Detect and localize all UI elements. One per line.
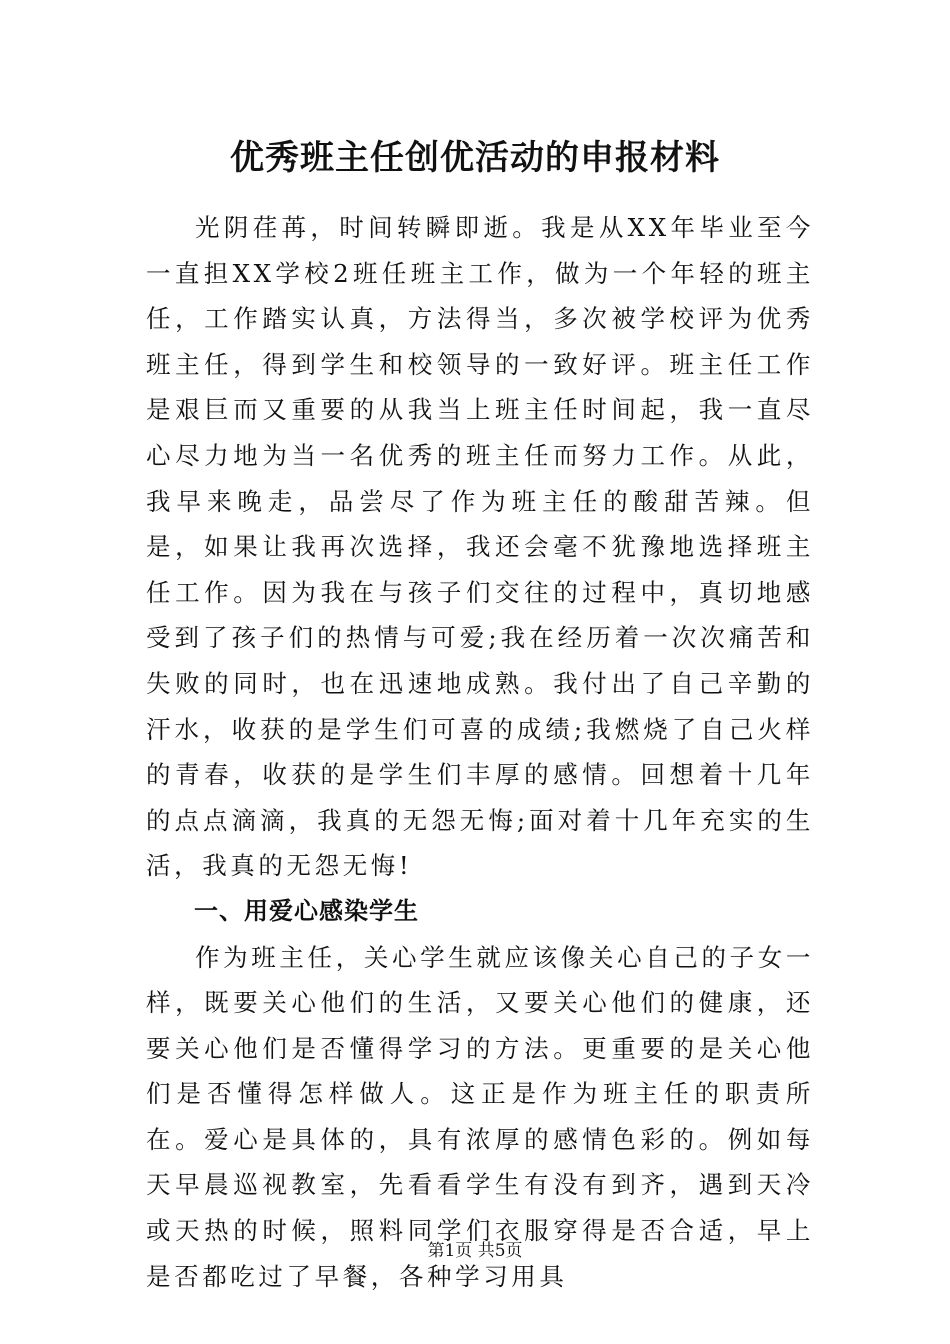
page-indicator: 第1页 共5页 — [427, 1241, 523, 1261]
document-title: 优秀班主任创优活动的申报材料 — [230, 138, 720, 178]
paragraph-intro: 光阴荏苒，时间转瞬即逝。我是从XX年毕业至今一直担XX学校2班任班主工作，做为一个年轻的班主任，工作踏实认真，方法得当，多次被学校评为优秀班主任，得到学生和校领导的一致好评。班主任工作是艰巨而又重要的从我当上班主任时间起，我一直尽心尽力地为当一名优秀的班主任而努力工作。从此，我早来晚走，品尝尽了作为班主任的酸甜苦辣。但是，如果让我再次选择，我还会毫不犹豫地选择班主任工作。因为我在与孩子们交往的过程中，真切地感受到了孩子们的热情与可爱;我在经历着一次次痛苦和失败的同时，也在迅速地成熟。我付出了自己辛勤的汗水，收获的是学生们可喜的成绩;我燃烧了自己火样的青春，收获的是学生们丰厚的感情。回想着十几年的点点滴滴，我真的无怨无悔;面对着十几年充实的生活，我真的无怨无悔! — [146, 213, 814, 881]
document-body — [146, 205, 814, 1299]
paragraph-section-1: 作为班主任，关心学生就应该像关心自己的子女一样，既要关心他们的生活，又要关心他们的健康，还要关心他们是否懂得学习的方法。更重要的是关心他们是否懂得怎样做人。这正是作为班主任的职责所在。爱心是具体的，具有浓厚的感情色彩的。例如每天早晨巡视教室，先看看学生有没有到齐，遇到天冷或天热的时候，照料同学们衣服穿得是否合适，早上是否都吃过了早餐，各种学习用具 — [146, 942, 814, 1291]
section-heading: 一、用爱心感染学生 — [194, 896, 419, 925]
